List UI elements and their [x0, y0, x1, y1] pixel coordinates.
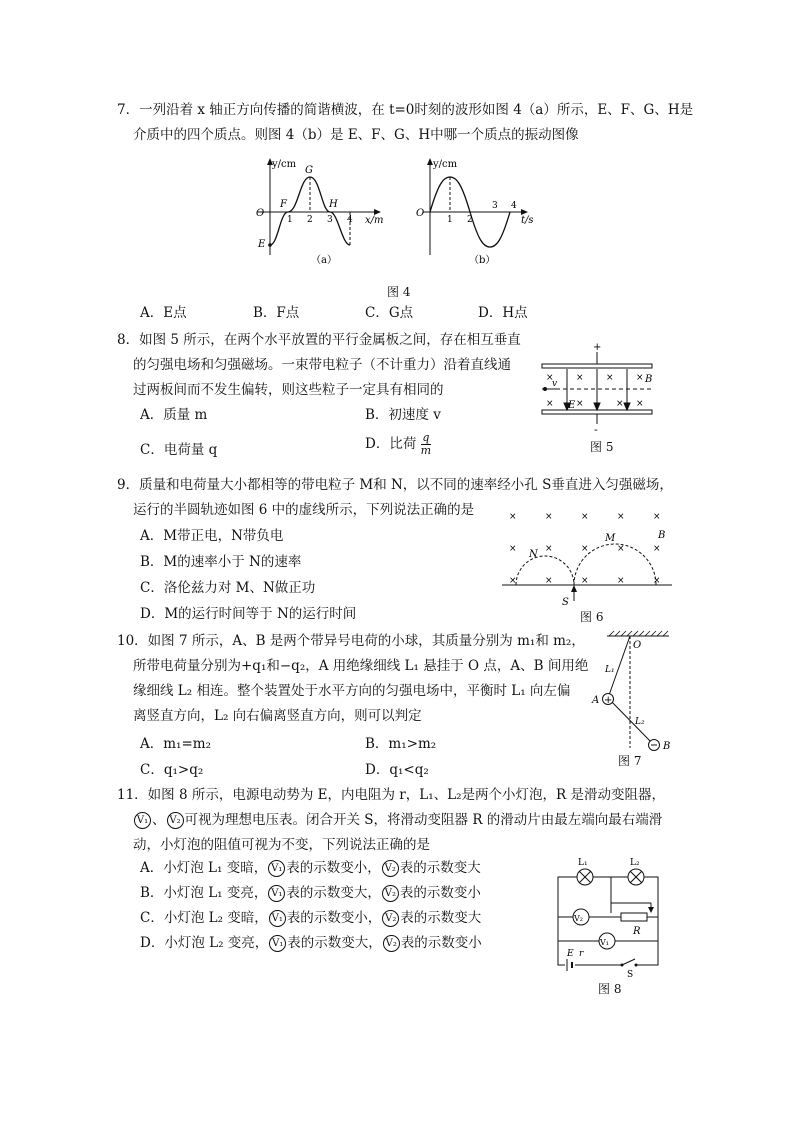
q8-text-line2: 的匀强电场和匀强磁场。一束带电粒子（不计重力）沿着直线通	[133, 357, 511, 373]
fig6-M: M	[605, 533, 616, 544]
fig4b-xlabel: t/s	[521, 215, 534, 226]
svg-text:×: ×	[581, 544, 589, 554]
fig4b-caption: （b）	[469, 255, 496, 266]
svg-text:×: ×	[616, 399, 624, 409]
fig5-v: v	[552, 379, 558, 389]
v2-meter-symbol: V₂	[382, 885, 399, 902]
q11-text-line3: 动，小灯泡的阻值可视为不变，下列说法正确的是	[133, 837, 430, 853]
q8-option-c[interactable]: C．电荷量 q	[140, 442, 218, 458]
fig4a-point-E: E	[258, 239, 266, 250]
svg-text:×: ×	[636, 373, 644, 383]
fig7-L2: L₂	[635, 717, 645, 727]
q10-option-d[interactable]: D．q₁<q₂	[365, 762, 429, 778]
v1-meter-symbol: V₁	[269, 935, 286, 952]
svg-text:×: ×	[509, 576, 517, 586]
q11-b-mid: 表的示数变大，	[286, 885, 381, 901]
v1-meter-symbol: V₁	[268, 885, 285, 902]
q11-d-mid: 表的示数变大，	[287, 935, 382, 951]
fig4a-point-H: H	[329, 199, 338, 210]
fig4a-point-G: G	[305, 165, 313, 176]
figure-5-caption: 图 5	[590, 440, 614, 454]
fig4b-tick2: 2	[467, 215, 473, 225]
svg-text:×: ×	[636, 399, 644, 409]
svg-text:×: ×	[653, 544, 661, 554]
q11-b-post: 表的示数变小	[399, 885, 481, 901]
fig8-S: S	[627, 970, 634, 980]
svg-text:×: ×	[545, 576, 553, 586]
fig4b-ylabel: y/cm	[433, 159, 458, 170]
q11-c-mid: 表的示数变小，	[286, 910, 382, 926]
fig8-L1: L₁	[578, 858, 588, 868]
q7-option-b[interactable]: B．F点	[253, 305, 300, 321]
q11-a-pre: A．小灯泡 L₁ 变暗，	[140, 860, 268, 876]
q8-frac-num: q	[422, 431, 430, 444]
q10-text-line2: 所带电荷量分别为+q₁和−q₂，A 用绝缘细线 L₁ 悬挂于 O 点，A、B 间用绝	[133, 658, 589, 674]
svg-text:×: ×	[581, 512, 589, 522]
fig7-A: A	[592, 695, 600, 706]
fig8-L2: L₂	[630, 858, 640, 868]
v2-meter-symbol: V₂	[167, 812, 184, 829]
q11-text-line2	[133, 810, 662, 830]
fig4a-tick4: 4	[347, 215, 353, 225]
figure-5-plates	[540, 342, 660, 442]
fig4a-caption: （a）	[311, 255, 337, 266]
fig8-V2: V₂	[574, 914, 583, 923]
q9-option-d[interactable]: D．M的运行时间等于 N的运行时间	[140, 606, 357, 622]
q10-option-a[interactable]: A．m₁=m₂	[140, 736, 211, 752]
q7-text-line1: 7．一列沿着 x 轴正方向传播的简谐横波，在 t=0时刻的波形如图 4（a）所示，E、F、G、H是	[117, 102, 694, 118]
q11-option-a[interactable]	[140, 858, 481, 878]
q11-text-line1: 11．如图 8 所示，电源电动势为 E，内电阻为 r，L₁、L₂是两个小灯泡，R 是滑动变阻器，	[117, 787, 665, 803]
svg-text:×: ×	[509, 512, 517, 522]
figure-6-magnetic-field	[502, 505, 674, 610]
fig5-plus: +	[593, 342, 602, 353]
fig7-O: O	[633, 640, 642, 651]
fig4a-ylabel: y/cm	[272, 159, 297, 170]
q9-text-line1: 9．质量和电荷量大小都相等的带电粒子 M和 N，以不同的速率经小孔 S垂直进入匀强磁场，	[117, 477, 673, 493]
q9-option-c[interactable]: C．洛伦兹力对 M、N做正功	[140, 580, 316, 596]
figure-8-circuit	[553, 855, 668, 980]
fig4b-tick1: 1	[447, 215, 453, 225]
fig6-N: N	[529, 549, 538, 560]
fig4a-tick2: 2	[307, 215, 313, 225]
v2-meter-symbol: V₂	[382, 860, 399, 877]
figure-8-caption: 图 8	[598, 982, 622, 996]
q11-line2-mid: 、	[152, 812, 166, 828]
q11-b-pre: B．小灯泡 L₁ 变亮，	[140, 885, 268, 901]
svg-text:×: ×	[606, 373, 614, 383]
q9-option-b[interactable]: B．M的速率小于 N的速率	[140, 554, 302, 570]
figure-6-caption: 图 6	[580, 610, 604, 624]
fig4a-tick1: 1	[287, 215, 293, 225]
q11-d-pre: D．小灯泡 L₂ 变亮，	[140, 935, 269, 951]
fig4a-origin: O	[256, 208, 265, 219]
svg-text:×: ×	[581, 576, 589, 586]
fig8-r: r	[579, 949, 584, 959]
q11-a-mid: 表的示数变小，	[286, 860, 381, 876]
q11-option-d[interactable]	[140, 933, 482, 953]
fig5-E: E	[568, 400, 576, 411]
q7-option-a[interactable]: A．E点	[140, 305, 187, 321]
fig7-B: B	[663, 741, 671, 752]
fig8-V1: V₁	[600, 938, 609, 947]
svg-text:×: ×	[653, 576, 661, 586]
fig6-S: S	[562, 597, 569, 608]
q11-option-b[interactable]	[140, 883, 481, 903]
svg-text:×: ×	[617, 512, 625, 522]
svg-text:×: ×	[576, 399, 584, 409]
q9-option-a[interactable]: A．M带正电，N带负电	[140, 528, 284, 544]
fig4a-tick3: 3	[327, 215, 333, 225]
q9-text-line2: 运行的半圆轨迹如图 6 中的虚线所示，下列说法正确的是	[133, 502, 475, 518]
q11-option-c[interactable]	[140, 908, 481, 928]
svg-text:×: ×	[576, 373, 584, 383]
svg-text:×: ×	[617, 576, 625, 586]
figure-4-caption: 图 4	[387, 285, 411, 299]
q11-c-post: 表的示数变大	[400, 910, 482, 926]
q8-text-line1: 8．如图 5 所示，在两个水平放置的平行金属板之间，存在相互垂直	[117, 332, 521, 348]
svg-text:×: ×	[546, 399, 554, 409]
svg-text:×: ×	[546, 373, 554, 383]
figure-4b-vibration-graph	[413, 155, 543, 270]
fig7-L1: L₁	[605, 665, 615, 675]
fig4a-point-F: F	[280, 199, 287, 210]
fig6-B: B	[658, 530, 666, 541]
q11-a-post: 表的示数变大	[399, 860, 481, 876]
q7-option-c[interactable]: C．G点	[365, 305, 414, 321]
q11-line2-post: 可视为理想电压表。闭合开关 S，将滑动变阻器 R 的滑动片由最左端向最右端滑	[184, 812, 663, 828]
q8-option-b[interactable]: B．初速度 v	[365, 407, 441, 423]
figure-7-suspended-charges	[592, 630, 685, 760]
svg-text:×: ×	[545, 512, 553, 522]
q11-c-pre: C．小灯泡 L₂ 变暗，	[140, 910, 268, 926]
q8-option-d[interactable]	[365, 432, 431, 457]
svg-text:+: +	[604, 695, 613, 706]
svg-text:×: ×	[617, 544, 625, 554]
fig4a-xlabel: x/m	[365, 215, 384, 226]
svg-text:×: ×	[653, 512, 661, 522]
fig4b-origin: O	[416, 208, 425, 219]
q10-text-line4: 离竖直方向，L₂ 向右偏离竖直方向，则可以判定	[133, 708, 422, 724]
figure-4a-wave-graph	[250, 155, 400, 270]
fig5-minus: -	[594, 423, 598, 436]
v1-meter-symbol: V₁	[268, 860, 285, 877]
q10-text-line1: 10．如图 7 所示，A、B 是两个带异号电荷的小球，其质量分别为 m₁和 m₂，	[117, 633, 585, 649]
fig8-R: R	[633, 926, 641, 937]
fig8-E: E	[567, 949, 574, 959]
q10-text-line3: 缘细线 L₂ 相连。整个装置处于水平方向的匀强电场中，平衡时 L₁ 向左偏	[133, 683, 571, 699]
fig5-B: B	[645, 374, 653, 385]
q7-option-d[interactable]: D．H点	[478, 305, 528, 321]
q8-text-line3: 过两板间而不发生偏转，则这些粒子一定具有相同的	[133, 382, 444, 398]
fig4b-tick3: 3	[492, 201, 498, 211]
q10-option-c[interactable]: C．q₁>q₂	[140, 762, 204, 778]
q7-text-line2: 介质中的四个质点。则图 4（b）是 E、F、G、H中哪一个质点的振动图像	[133, 127, 579, 143]
q8-frac-den: m	[420, 444, 432, 457]
svg-text:×: ×	[509, 544, 517, 554]
v1-meter-symbol: V₁	[269, 910, 286, 927]
q10-option-b[interactable]: B．m₁>m₂	[365, 736, 437, 752]
q8-option-a[interactable]: A．质量 m	[140, 407, 208, 423]
fig4b-tick4: 4	[511, 201, 517, 211]
v1-meter-symbol: V₁	[134, 812, 151, 829]
q8-option-d-label: D．比荷	[365, 436, 417, 452]
v2-meter-symbol: V₂	[383, 935, 400, 952]
svg-text:×: ×	[545, 544, 553, 554]
figure-7-caption: 图 7	[618, 754, 642, 768]
q11-d-post: 表的示数变小	[400, 935, 482, 951]
v2-meter-symbol: V₂	[382, 910, 399, 927]
